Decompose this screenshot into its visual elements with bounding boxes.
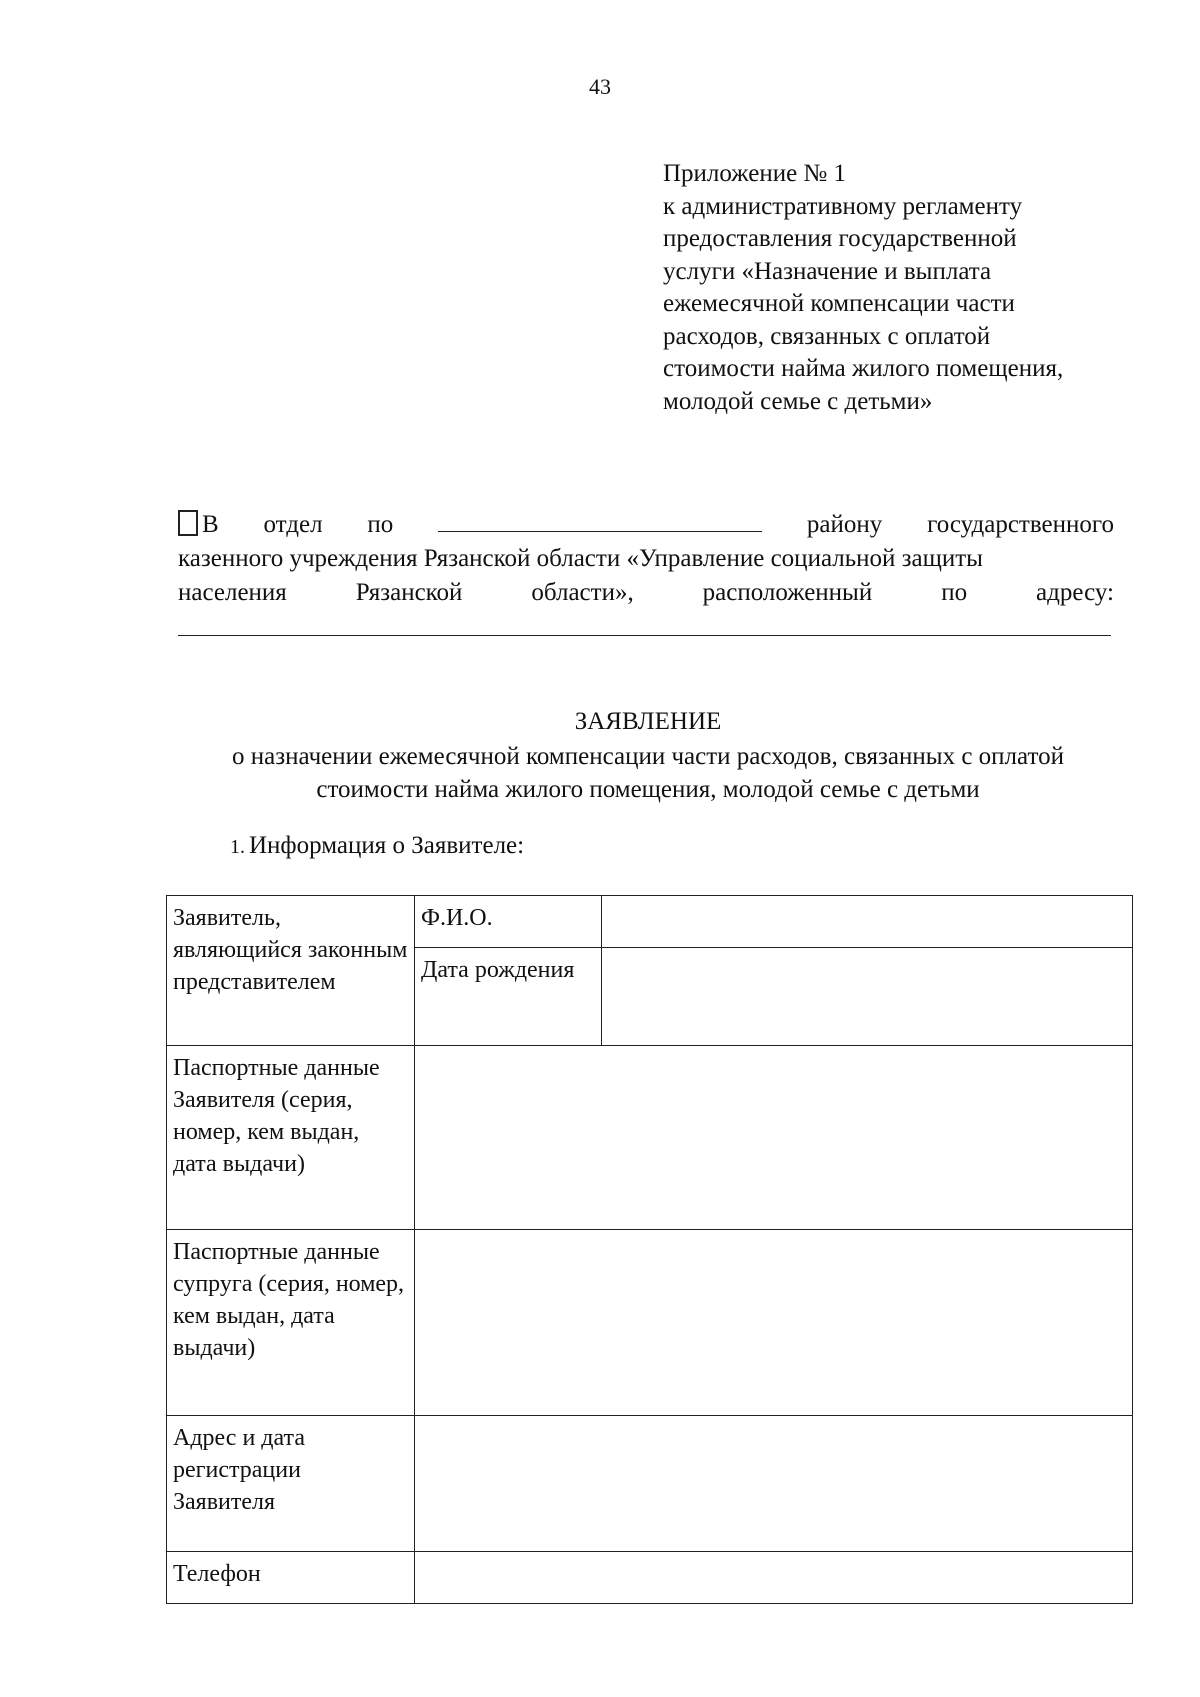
section-heading <box>230 830 524 863</box>
phone-label-cell <box>167 1552 415 1604</box>
table-row <box>167 1230 1133 1416</box>
appendix-line: к административному регламенту <box>663 192 1023 220</box>
table-row <box>167 1416 1133 1552</box>
table-row <box>167 1046 1133 1230</box>
passport-applicant-input-cell[interactable] <box>415 1046 1133 1230</box>
passport-spouse-label: Паспортные данные супруга (серия, номер, кем выдан, дата выдачи) <box>173 1239 405 1361</box>
district-blank-field[interactable] <box>438 509 762 532</box>
address-word: населения <box>178 579 287 606</box>
birthdate-input-cell[interactable] <box>602 948 1133 1046</box>
fio-label: Ф.И.О. <box>421 905 493 931</box>
appendix-line: стоимости найма жилого помещения, <box>663 355 1064 382</box>
address-label-cell <box>167 1416 415 1552</box>
address-word: отдел <box>263 511 323 538</box>
passport-applicant-label-cell <box>167 1046 415 1230</box>
appendix-line: услуги «Назначение и выплата <box>663 257 992 285</box>
page-number: 43 <box>589 74 611 99</box>
document-subtitle: о назначении ежемесячной компенсации части расходов, связанных с оплатой стоимости найма жилого помещения, молодой семье с детьми <box>232 743 1064 803</box>
fio-input-cell[interactable] <box>602 896 1133 948</box>
appendix-line: молодой семье с детьми» <box>663 387 933 415</box>
birthdate-label-cell <box>415 948 602 1046</box>
address-line-3 <box>178 576 1114 610</box>
address-word: адресу: <box>1036 579 1114 606</box>
passport-spouse-label-cell <box>167 1230 415 1416</box>
registration-address-input-cell[interactable] <box>415 1416 1133 1552</box>
fio-label-cell <box>415 896 602 948</box>
address-line-1 <box>178 508 1114 542</box>
address-blank-field[interactable] <box>178 635 1111 636</box>
address-word: району <box>806 511 883 538</box>
department-address-block <box>178 508 1114 610</box>
birthdate-label: Дата рождения <box>421 957 575 983</box>
passport-spouse-input-cell[interactable] <box>415 1230 1133 1416</box>
address-word: государственного <box>927 511 1114 538</box>
appendix-line: ежемесячной компенсации части <box>663 290 1015 317</box>
section-label: Информация о Заявителе: <box>249 832 525 859</box>
address-text: казенного учреждения Рязанской области «Управление социальной защиты <box>178 545 983 572</box>
phone-input-cell[interactable] <box>415 1552 1133 1604</box>
appendix-line: расходов, связанных с оплатой <box>663 322 991 350</box>
document-title: ЗАЯВЛЕНИЕ <box>574 708 722 735</box>
appendix-line: предоставления государственной <box>663 225 1017 252</box>
address-word: расположенный <box>702 579 873 606</box>
department-checkbox-group <box>178 508 219 542</box>
passport-applicant-label: Паспортные данные Заявителя (серия, номер, кем выдан, дата выдачи) <box>173 1055 380 1177</box>
table-row <box>167 896 1133 948</box>
phone-label: Телефон <box>173 1561 261 1587</box>
address-word: по <box>367 511 394 538</box>
applicant-label-cell <box>167 896 415 1046</box>
address-word: Рязанской <box>355 579 463 606</box>
appendix-header <box>663 158 1143 418</box>
table-row <box>167 1552 1133 1604</box>
registration-address-label: Адрес и дата регистрации Заявителя <box>173 1425 305 1515</box>
address-line-2 <box>178 542 1114 576</box>
address-word: области», <box>531 579 634 606</box>
address-word: по <box>941 579 968 606</box>
section-number: 1. <box>230 836 245 858</box>
appendix-line: Приложение № 1 <box>663 160 847 187</box>
applicant-info-table <box>166 895 1133 1604</box>
address-word: В <box>202 511 219 538</box>
applicant-label: Заявитель, являющийся законным представителем <box>173 905 408 995</box>
department-checkbox[interactable] <box>178 510 198 536</box>
